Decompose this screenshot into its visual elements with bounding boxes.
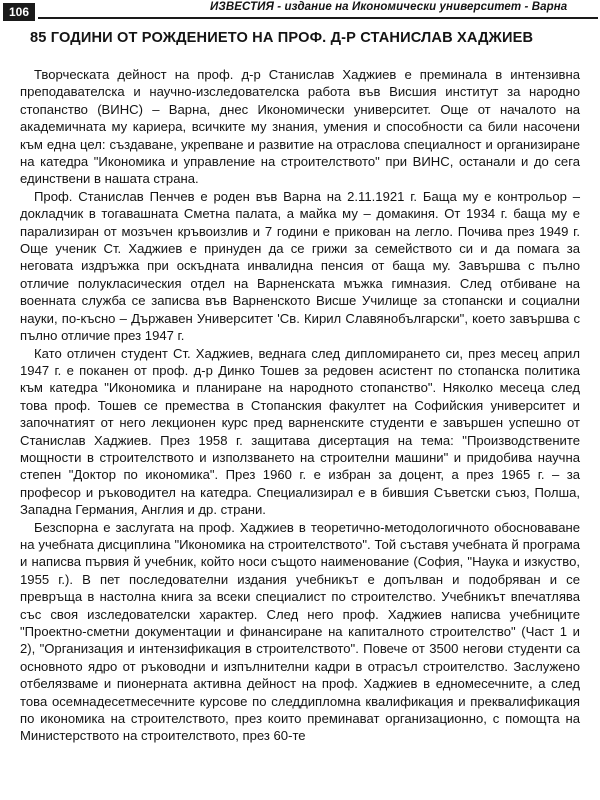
paragraph: Проф. Станислав Пенчев е роден във Варна на 2.11.1921 г. Баща му е контрольор – докладчик в тогавашната Сметна палата, а майка му – домакиня. От 1934 г. баща му е парализиран от мозъчен кръвоизлив и 7 години е прикован на легло. Почива през 1949 г. Още ученик Ст. Хаджиев е принуден да се грижи за семейството си и да помага за неговата издръжка при оскъдната инвалидна пенсия от баща му. Завършва с пълно отличие полукласическия отдел на Варненската мъжка гимназия. След отбиване на военната служба се записва във Варненското Висше Училище за стопански и социални науки, по-късно – Държавен Университет 'Св. Кирил Славянобългарски", което завършва с пълно отличие през 1947 г. — [20, 188, 580, 344]
header-rule — [38, 17, 598, 19]
journal-title: ИЗВЕСТИЯ - издание на Икономически университет - Варна — [210, 1, 568, 13]
page-number: 106 — [3, 3, 35, 21]
paragraph: Като отличен студент Ст. Хаджиев, веднага след дипломирането си, през месец април 1947 г. е поканен от проф. д-р Динко Тошев за редовен асистент по стопанска политика към катедра "Икономика и планиране на народното стопанство". Няколко месеца след това проф. Тошев се премества в Стопанския факултет на Софийския университет и започнатият от него лекционен курс пред варненските студенти е завършен успешно от Станислав Хаджиев. През 1958 г. защитава дисертация на тема: "Производствените мощности в строителството и използването на строителни машини" и придобива научна степен "Доктор по икономика". През 1960 г. е избран за доцент, а през 1965 г. – за професор и ръководител на катедра. Специализирал е в бившия Съветски съюз, Полша, Западна Германия, Англия и др. страни. — [20, 345, 580, 518]
article-title: 85 ГОДИНИ ОТ РОЖДЕНИЕТО НА ПРОФ. Д-Р СТАНИСЛАВ ХАДЖИЕВ — [30, 30, 534, 46]
article-body — [20, 66, 580, 745]
paragraph: Безспорна е заслугата на проф. Хаджиев в теоретично-методологичното обосноваване на учебната дисциплина "Икономика на строителството". Той съставя учебната й програма и написва първия й учебник, който носи същото наименование (София, "Наука и изкуство, 1955 г.). В пет последователни издания учебникът е допълван и подобряван и се превръща в настолна книга за всеки специалист по строителство. Учебникът впечатлява със своя изследователски характер. След него проф. Хаджиев написва учебниците "Проектно-сметни документации и финансиране на капиталното строителство" (Част 1 и 2), "Организация и интензификация в строителството". Повече от 3500 негови студенти са основното ядро от ръководни и изпълнителни кадри в отрасъл строителство. Заслужено отбелязваме и пионерната активна дейност на проф. Хаджиев в едномесечните, а след това осемнадесетмесечните курсове по следдипломна квалификация и преквалификация по икономика на строителството, през които преминават организационно, с помощта на Министерството на строителството, през 60-те — [20, 519, 580, 744]
running-header — [0, 0, 600, 24]
paragraph: Творческата дейност на проф. д-р Станислав Хаджиев е преминала в интензивна преподавателска и научно-изследователска работа във Висшия институт за народно стопанство (ВИНС) – Варна, днес Икономически университет. Още от началото на академичната му кариера, всичките му знания, умения и способности са били насочени към една цел: създаване, укрепване и развитие на отраслова специалност и организиране на катедра "Икономика и управление на строителството" при ВИНС, останали и до сега единствени в нашата страна. — [20, 67, 580, 187]
